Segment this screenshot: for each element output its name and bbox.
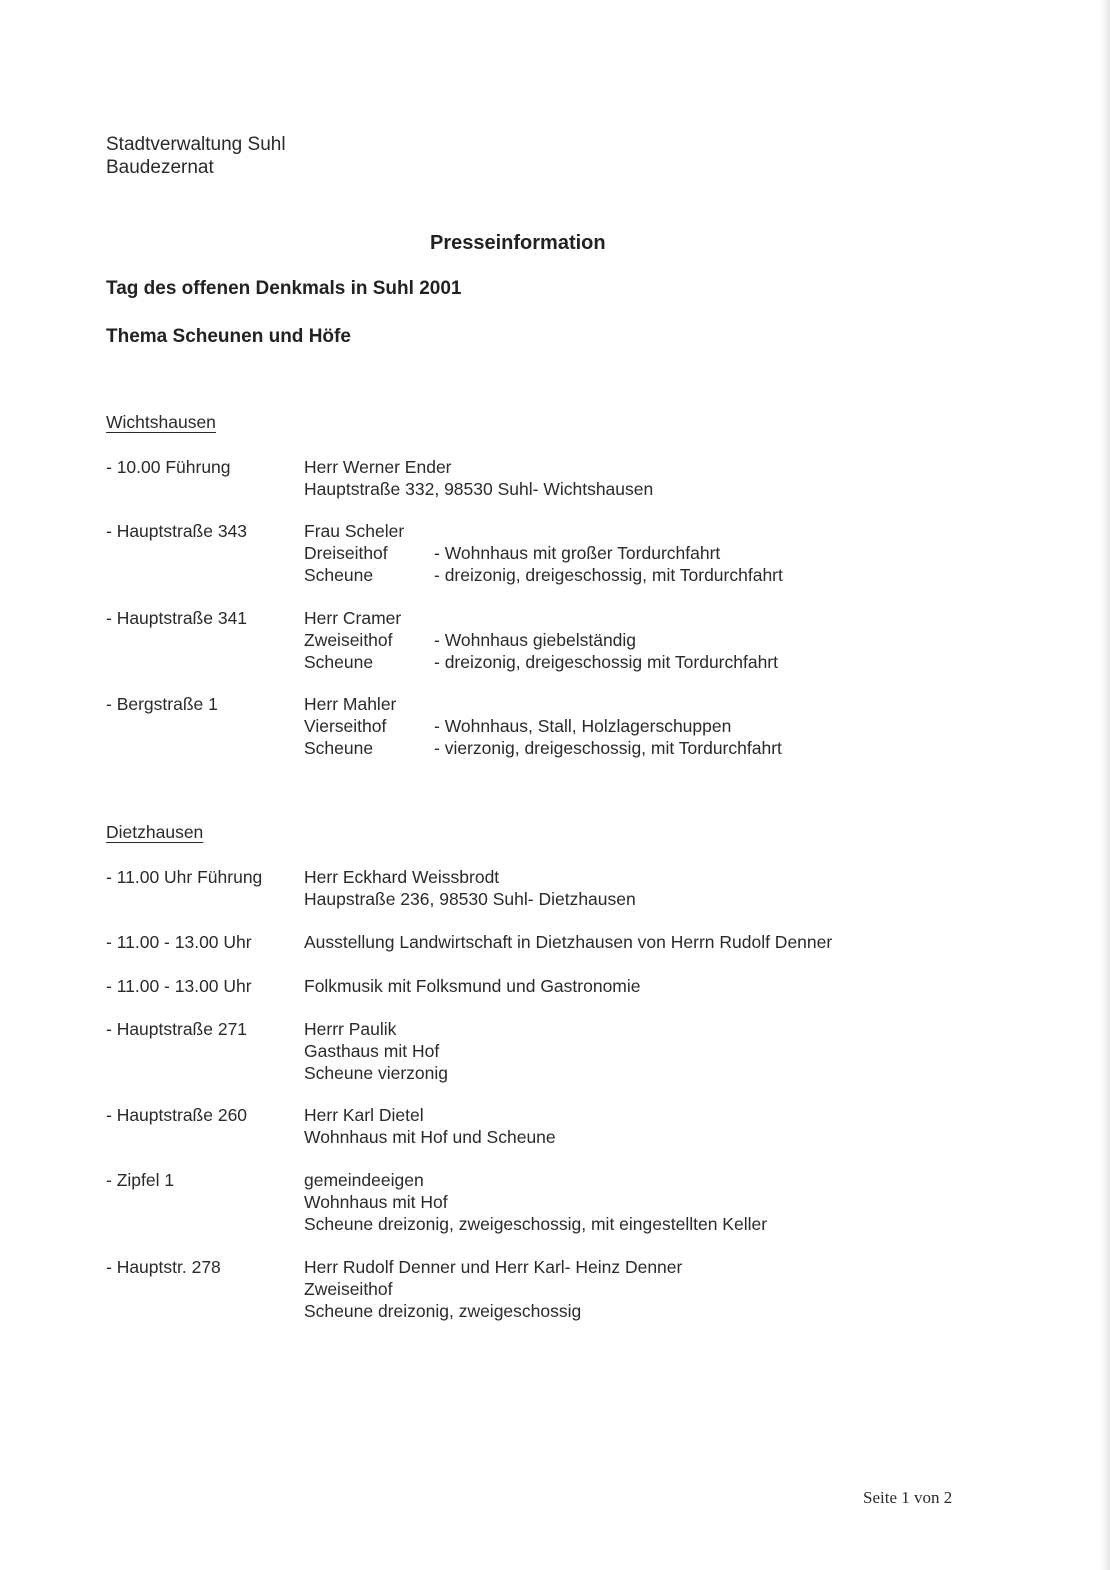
entry-line: Wohnhaus mit Hof <box>304 1192 448 1212</box>
entry-lines <box>304 1104 556 1148</box>
entry-detail: - dreizonig, dreigeschossig, mit Tordurchfahrt <box>434 565 783 585</box>
entry-lines <box>304 607 401 673</box>
entry-line: Gasthaus mit Hof <box>304 1041 440 1061</box>
entry-line: Herr Rudolf Denner und Herr Karl- Heinz Denner <box>304 1257 683 1277</box>
entry-label: - Hauptstraße 341 <box>106 608 248 628</box>
entry-line: Herr Cramer <box>304 608 402 628</box>
entry-line: Scheune dreizonig, zweigeschossig <box>304 1301 582 1321</box>
entry-details <box>434 542 783 586</box>
page-number: Seite 1 von 2 <box>863 1488 953 1507</box>
entry-lines <box>304 1018 448 1084</box>
section-title-dietzhausen: Dietzhausen <box>106 822 204 842</box>
entry-lines <box>304 931 832 953</box>
entry-label: - Zipfel 1 <box>106 1170 175 1190</box>
entry-label: - 11.00 - 13.00 Uhr <box>106 932 252 952</box>
entry-lines <box>304 1169 767 1235</box>
entry-line: Haupstraße 236, 98530 Suhl- Dietzhausen <box>304 889 636 909</box>
entry-detail: - dreizonig, dreigeschossig mit Tordurchfahrt <box>434 652 779 672</box>
entry-label: - 11.00 Uhr Führung <box>106 867 263 887</box>
entry-line: Wohnhaus mit Hof und Scheune <box>304 1127 556 1147</box>
scan-edge-shadow <box>1100 0 1110 1570</box>
entry-line: Zweiseithof <box>304 1279 393 1299</box>
entry-line: Frau Scheler <box>304 521 405 541</box>
entry-line: Scheune dreizonig, zweigeschossig, mit eingestellten Keller <box>304 1214 768 1234</box>
entry-detail: - Wohnhaus giebelständig <box>434 630 637 650</box>
entry-line: Zweiseithof <box>304 630 393 650</box>
document-title: Presseinformation <box>430 232 606 254</box>
entry-lines <box>304 975 641 997</box>
entry-line: Scheune <box>304 565 374 585</box>
section-title-wichtshausen: Wichtshausen <box>106 412 216 432</box>
entry-label: - 11.00 - 13.00 Uhr <box>106 976 252 996</box>
entry-line: Vierseithof <box>304 716 387 736</box>
sender-name: Stadtverwaltung Suhl <box>106 134 286 155</box>
entry-lines <box>304 456 653 500</box>
entry-line: Folkmusik mit Folksmund und Gastronomie <box>304 976 641 996</box>
entry-detail: - vierzonig, dreigeschossig, mit Tordurchfahrt <box>434 738 782 758</box>
entry-line: Dreiseithof <box>304 543 388 563</box>
entry-line: Ausstellung Landwirtschaft in Dietzhausen von Herrn Rudolf Denner <box>304 932 833 952</box>
sender-block <box>106 133 286 179</box>
entry-label: - Hauptstraße 343 <box>106 521 248 541</box>
entry-lines <box>304 866 636 910</box>
entry-label: - Bergstraße 1 <box>106 694 218 714</box>
entry-line: Herrr Paulik <box>304 1019 397 1039</box>
entry-label: - 10.00 Führung <box>106 457 231 477</box>
entry-line: Hauptstraße 332, 98530 Suhl- Wichtshausen <box>304 479 654 499</box>
entry-lines <box>304 693 396 759</box>
entry-line: gemeindeeigen <box>304 1170 424 1190</box>
entry-line: Scheune <box>304 652 374 672</box>
theme-title: Thema Scheunen und Höfe <box>106 326 351 347</box>
entry-detail: - Wohnhaus mit großer Tordurchfahrt <box>434 543 721 563</box>
event-title: Tag des offenen Denkmals in Suhl 2001 <box>106 278 462 299</box>
entry-label: - Hauptstraße 271 <box>106 1019 248 1039</box>
entry-lines <box>304 1256 682 1322</box>
entry-lines <box>304 520 404 586</box>
entry-line: Herr Karl Dietel <box>304 1105 424 1125</box>
entry-line: Herr Mahler <box>304 694 397 714</box>
entry-label: - Hauptstraße 260 <box>106 1105 248 1125</box>
entry-line: Herr Eckhard Weissbrodt <box>304 867 500 887</box>
entry-details <box>434 715 782 759</box>
entry-line: Scheune <box>304 738 374 758</box>
entry-line: Scheune vierzonig <box>304 1063 448 1083</box>
entry-detail: - Wohnhaus, Stall, Holzlagerschuppen <box>434 716 732 736</box>
entry-line: Herr Werner Ender <box>304 457 452 477</box>
entry-label: - Hauptstr. 278 <box>106 1257 221 1277</box>
entry-details <box>434 629 778 673</box>
sender-department: Baudezernat <box>106 157 214 178</box>
